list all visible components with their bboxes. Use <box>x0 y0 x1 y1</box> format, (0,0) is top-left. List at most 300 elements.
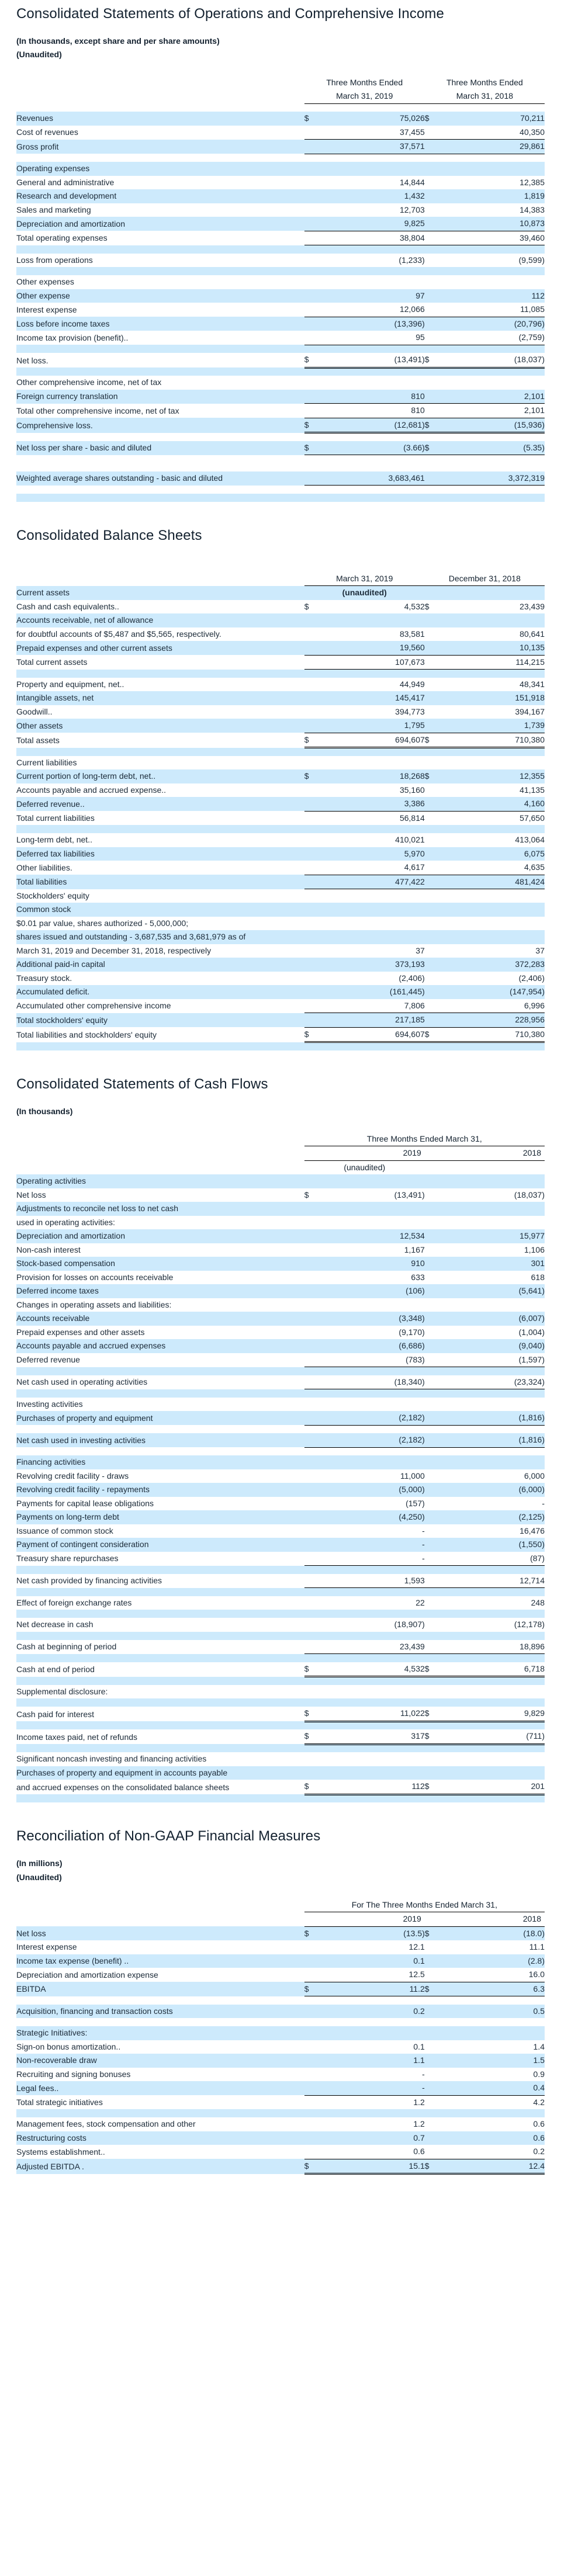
currency-symbol-col2 <box>425 1353 447 1367</box>
financial-table-cashflow <box>16 1132 545 1803</box>
spacer-cell <box>447 245 545 254</box>
spacer-cell <box>304 1566 327 1574</box>
spacer-cell <box>327 154 425 162</box>
spacer-cell <box>425 1721 447 1729</box>
row-value-2019: 0.1 <box>327 2040 425 2054</box>
table-row <box>16 404 545 418</box>
table-row <box>16 999 545 1013</box>
currency-symbol-col2 <box>425 1954 447 1968</box>
row-value-2018 <box>447 1685 545 1699</box>
spacer-cell <box>304 1794 327 1802</box>
currency-symbol-col2 <box>425 756 447 770</box>
currency-symbol-col2 <box>425 1752 447 1766</box>
row-value-2018 <box>447 917 545 931</box>
table-row <box>16 613 545 627</box>
spacer-cell <box>304 825 327 833</box>
currency-symbol-col2: $ <box>425 600 447 614</box>
row-label: Total assets <box>16 733 304 748</box>
table-row <box>16 1174 545 1188</box>
row-label: Income taxes paid, net of refunds <box>16 1729 304 1744</box>
currency-symbol-col2 <box>425 1640 447 1654</box>
row-value-2019: 317 <box>327 1729 425 1744</box>
section-title: Consolidated Statements of Operations and Comprehensive Income <box>16 6 444 22</box>
currency-symbol-col2 <box>425 2131 447 2145</box>
row-value-2019: 15.1 <box>327 2159 425 2174</box>
row-value-2018: (2,759) <box>447 331 545 345</box>
spacer-cell <box>16 1721 304 1729</box>
currency-symbol-col1 <box>304 985 327 999</box>
currency-symbol-col2 <box>425 705 447 719</box>
table-spacer-row <box>16 1744 545 1752</box>
spacer-cell <box>425 1698 447 1707</box>
spacer-cell <box>327 433 425 441</box>
table-row <box>16 471 545 486</box>
currency-symbol-col1: $ <box>304 2159 327 2174</box>
table-row <box>16 1729 545 1744</box>
currency-symbol-col1 <box>304 917 327 931</box>
currency-symbol-col1 <box>304 2026 327 2040</box>
currency-symbol-col2: $ <box>425 769 447 783</box>
spacer-cell <box>327 1425 425 1433</box>
row-value-2018: 41,135 <box>447 783 545 798</box>
row-value-2018: 3,372,319 <box>447 471 545 486</box>
table-row <box>16 1524 545 1538</box>
spacer-cell <box>16 1425 304 1433</box>
table-row <box>16 1216 545 1230</box>
row-value-2019: 14,844 <box>327 176 425 190</box>
table-spacer-row <box>16 1367 545 1375</box>
currency-symbol-col2 <box>425 1271 447 1285</box>
currency-symbol-col2 <box>425 1685 447 1699</box>
spacer-cell <box>447 1610 545 1618</box>
row-label: Net cash used in operating activities <box>16 1375 304 1389</box>
currency-symbol-col1 <box>304 1483 327 1497</box>
header-line1-row <box>16 76 545 90</box>
spacer-cell <box>447 2018 545 2026</box>
row-value-2018: 15,977 <box>447 1229 545 1243</box>
row-value-2018 <box>447 162 545 176</box>
row-value-2019: (783) <box>327 1353 425 1367</box>
table-row <box>16 1662 545 1677</box>
table-body <box>16 1926 545 2174</box>
table-row <box>16 627 545 642</box>
spacer-cell <box>327 1996 425 2005</box>
row-value-2019: 35,160 <box>327 783 425 798</box>
row-label: Other expenses <box>16 275 304 289</box>
gap-cell <box>16 103 304 112</box>
gap-cell <box>304 103 327 112</box>
currency-symbol-col2 <box>425 275 447 289</box>
table-row <box>16 1411 545 1425</box>
row-value-2019: 37,571 <box>327 140 425 154</box>
row-label: Accounts payable and accrued expenses <box>16 1339 304 1353</box>
currency-symbol-col1 <box>304 1216 327 1230</box>
spacer-cell <box>327 1367 425 1375</box>
row-value-2018: (87) <box>447 1552 545 1566</box>
currency-symbol-col1: $ <box>304 1982 327 1996</box>
currency-symbol-col1 <box>304 2054 327 2068</box>
row-label: Revolving credit facility - draws <box>16 1469 304 1483</box>
currency-symbol-col1 <box>304 1552 327 1566</box>
table-row <box>16 985 545 999</box>
row-value-2018: (6,000) <box>447 1483 545 1497</box>
currency-symbol-col1: $ <box>304 1729 327 1744</box>
row-value-2019: 1.1 <box>327 2054 425 2068</box>
currency-symbol-col1 <box>304 847 327 861</box>
currency-symbol-col2 <box>425 1298 447 1312</box>
spacer-cell <box>425 463 447 471</box>
table-spacer-row <box>16 1610 545 1618</box>
currency-symbol-col2 <box>425 1433 447 1447</box>
currency-symbol-col1 <box>304 317 327 331</box>
header-col2-line1: Three Months Ended <box>446 77 523 87</box>
row-value-2018: 0.6 <box>447 2117 545 2131</box>
currency-symbol-col2 <box>425 2068 447 2082</box>
currency-symbol-col1 <box>304 1685 327 1699</box>
currency-symbol-col1 <box>304 903 327 917</box>
header-pad <box>16 1898 304 1912</box>
row-label: Other comprehensive income, net of tax <box>16 376 304 390</box>
currency-symbol-col2 <box>425 1375 447 1389</box>
currency-symbol-col2 <box>425 930 447 944</box>
currency-symbol-col2: $ <box>425 1926 447 1940</box>
currency-symbol-col2 <box>425 613 447 627</box>
currency-symbol-col2 <box>425 1202 447 1216</box>
spacer-cell <box>304 494 327 502</box>
currency-symbol-col1 <box>304 303 327 317</box>
notes-spacer <box>16 557 545 572</box>
currency-symbol-col1 <box>304 930 327 944</box>
spacer-cell <box>447 367 545 376</box>
spacer-cell <box>447 1744 545 1752</box>
table-row <box>16 641 545 655</box>
row-label: Total stockholders' equity <box>16 1013 304 1028</box>
row-value-2019: - <box>327 2068 425 2082</box>
currency-symbol-col2 <box>425 1968 447 1982</box>
spacer-cell <box>425 1610 447 1618</box>
row-label: Common stock <box>16 903 304 917</box>
spacer-cell <box>425 1794 447 1802</box>
spacer-cell <box>16 1566 304 1574</box>
financial-table-income <box>16 76 545 502</box>
row-value-2019: (157) <box>327 1497 425 1511</box>
spacer-cell <box>327 1677 425 1685</box>
table-spacer-row <box>16 494 545 502</box>
spacer-cell <box>447 2109 545 2117</box>
table-spacer-row <box>16 345 545 353</box>
row-label: Cash at beginning of period <box>16 1640 304 1654</box>
header-col2-label: December 31, 2018 <box>425 572 545 586</box>
row-value-2019 <box>327 917 425 931</box>
row-value-2019: 12,066 <box>327 303 425 317</box>
row-value-2018: 710,380 <box>447 733 545 748</box>
table-row <box>16 317 545 331</box>
spacer-cell <box>447 1698 545 1707</box>
spacer-cell <box>16 455 304 463</box>
currency-symbol-col2 <box>425 2117 447 2131</box>
section-income <box>16 6 545 502</box>
spacer-cell <box>304 1632 327 1640</box>
row-label: Loss from operations <box>16 254 304 268</box>
spacer-cell <box>304 1677 327 1685</box>
row-value-2019: 3,683,461 <box>327 471 425 486</box>
currency-symbol-col1 <box>304 404 327 418</box>
row-value-2018: 248 <box>447 1596 545 1610</box>
row-value-2019 <box>327 1216 425 1230</box>
row-value-2019: (2,406) <box>327 972 425 986</box>
currency-symbol-col1 <box>304 1257 327 1271</box>
row-value-2018: 4,635 <box>447 861 545 875</box>
row-value-2019 <box>327 613 425 627</box>
row-value-2018: 0.6 <box>447 2131 545 2145</box>
row-value-2019 <box>327 1766 425 1780</box>
row-label: Other liabilities. <box>16 861 304 875</box>
row-label: Cash at end of period <box>16 1662 304 1677</box>
row-label: Interest expense <box>16 303 304 317</box>
currency-symbol-col2 <box>425 1339 447 1353</box>
row-value-2018: 39,460 <box>447 231 545 245</box>
table-row <box>16 1202 545 1216</box>
spacer-cell <box>16 1996 304 2005</box>
currency-symbol-col1 <box>304 1596 327 1610</box>
section-balance <box>16 528 545 1050</box>
row-value-2018: (1,550) <box>447 1538 545 1552</box>
row-label: and accrued expenses on the consolidated balance sheets <box>16 1780 304 1794</box>
spacer-cell <box>425 1996 447 2005</box>
table-row <box>16 2081 545 2095</box>
spacer-cell <box>304 1996 327 2005</box>
section-notes <box>16 1857 545 1883</box>
currency-symbol-col2: $ <box>425 1780 447 1794</box>
table-row <box>16 1596 545 1610</box>
row-value-2018: 1,819 <box>447 189 545 203</box>
currency-symbol-col2 <box>425 958 447 972</box>
currency-symbol-col1: $ <box>304 1926 327 1940</box>
row-label: Prepaid expenses and other current assets <box>16 641 304 655</box>
row-value-2019: (2,182) <box>327 1411 425 1425</box>
table-row <box>16 1752 545 1766</box>
row-value-2018 <box>447 930 545 944</box>
spacer-cell <box>304 1654 327 1662</box>
row-label: Treasury stock. <box>16 972 304 986</box>
row-label: Total liabilities and stockholders' equity <box>16 1027 304 1042</box>
spacer-cell <box>16 1654 304 1662</box>
row-value-2019: - <box>327 1524 425 1538</box>
spacer-cell <box>447 1794 545 1802</box>
table-row <box>16 140 545 154</box>
table-row <box>16 289 545 303</box>
spacer-cell <box>425 486 447 494</box>
row-label: Accounts receivable, net of allowance <box>16 613 304 627</box>
table-spacer-row <box>16 1425 545 1433</box>
spacer-cell <box>16 245 304 254</box>
table-row <box>16 972 545 986</box>
row-value-2018: 6,000 <box>447 1469 545 1483</box>
currency-symbol-col1 <box>304 972 327 986</box>
row-value-2018: (18.0) <box>447 1926 545 1940</box>
currency-symbol-col1: $ <box>304 353 327 367</box>
row-value-2019: 95 <box>327 331 425 345</box>
currency-symbol-col2 <box>425 203 447 217</box>
row-value-2018: 301 <box>447 1257 545 1271</box>
currency-symbol-col1 <box>304 1312 327 1326</box>
spacer-cell <box>327 1654 425 1662</box>
row-value-2019: 38,804 <box>327 231 425 245</box>
section-notes <box>16 35 545 61</box>
header-span-row <box>16 1132 545 1146</box>
table-row <box>16 189 545 203</box>
row-label: shares issued and outstanding - 3,687,535 and 3,681,979 as of <box>16 930 304 944</box>
table-spacer-row <box>16 1677 545 1685</box>
table-spacer-row <box>16 670 545 678</box>
table-row <box>16 254 545 268</box>
header-line2-row <box>16 89 545 103</box>
row-label: Deferred revenue.. <box>16 797 304 811</box>
spacer-cell <box>327 670 425 678</box>
row-label: Long-term debt, net.. <box>16 833 304 847</box>
currency-symbol-col2 <box>425 1312 447 1326</box>
table-row <box>16 678 545 692</box>
spacer-cell <box>327 1744 425 1752</box>
row-value-2018: 11,085 <box>447 303 545 317</box>
currency-symbol-col2 <box>425 999 447 1013</box>
row-value-2019: 7,806 <box>327 999 425 1013</box>
row-label: Accounts receivable <box>16 1312 304 1326</box>
currency-symbol-col2 <box>425 317 447 331</box>
table-row <box>16 2145 545 2159</box>
table-row <box>16 861 545 875</box>
row-value-2019: 0.6 <box>327 2145 425 2159</box>
spacer-cell <box>425 154 447 162</box>
spacer-cell <box>304 748 327 756</box>
row-label: Accounts payable and accrued expense.. <box>16 783 304 798</box>
row-value-2018: 57,650 <box>447 811 545 825</box>
currency-symbol-col2 <box>425 678 447 692</box>
table-row <box>16 162 545 176</box>
row-value-2018: 40,350 <box>447 126 545 140</box>
row-label: Supplemental disclosure: <box>16 1685 304 1699</box>
table-row <box>16 2117 545 2131</box>
row-value-2019: 56,814 <box>327 811 425 825</box>
row-label: Operating activities <box>16 1174 304 1188</box>
row-value-2018: (1,816) <box>447 1433 545 1447</box>
currency-symbol-col1 <box>304 126 327 140</box>
row-label: Payment of contingent consideration <box>16 1538 304 1552</box>
currency-symbol-col2: $ <box>425 353 447 367</box>
spacer-cell <box>304 1744 327 1752</box>
currency-symbol-col1 <box>304 1353 327 1367</box>
spacer-cell <box>304 154 327 162</box>
spacer-cell <box>304 2109 327 2117</box>
spacer-cell <box>425 1632 447 1640</box>
row-value-2018: 1.5 <box>447 2054 545 2068</box>
row-value-2018 <box>447 1752 545 1766</box>
table-row <box>16 1707 545 1721</box>
currency-symbol-col2 <box>425 1940 447 1954</box>
table-row <box>16 691 545 705</box>
currency-symbol-col1 <box>304 641 327 655</box>
spacer-cell <box>327 2109 425 2117</box>
row-value-2018 <box>447 756 545 770</box>
spacer-cell <box>425 1447 447 1455</box>
row-value-2019: 75,026 <box>327 112 425 126</box>
currency-symbol-col2 <box>425 1510 447 1524</box>
currency-symbol-col1 <box>304 1284 327 1298</box>
row-value-2018: (5.35) <box>447 441 545 455</box>
table-row <box>16 1339 545 1353</box>
row-value-2018: (2,125) <box>447 1510 545 1524</box>
spacer-cell <box>16 670 304 678</box>
row-label: Intangible assets, net <box>16 691 304 705</box>
currency-symbol-col1 <box>304 2095 327 2109</box>
row-label: Accumulated other comprehensive income <box>16 999 304 1013</box>
currency-symbol-col1 <box>304 2005 327 2019</box>
spacer-cell <box>425 1744 447 1752</box>
table-header <box>16 1898 545 1927</box>
gap-cell <box>447 103 545 112</box>
row-label: Net cash used in investing activities <box>16 1433 304 1447</box>
row-value-2018: 6,718 <box>447 1662 545 1677</box>
row-label: Stock-based compensation <box>16 1257 304 1271</box>
currency-symbol-col1 <box>304 1766 327 1780</box>
spacer-cell <box>447 1367 545 1375</box>
row-value-2019: (6,686) <box>327 1339 425 1353</box>
table-row <box>16 441 545 455</box>
table-header <box>16 1132 545 1175</box>
currency-symbol-col2: $ <box>425 733 447 748</box>
currency-symbol-col2 <box>425 176 447 190</box>
table-header <box>16 572 545 586</box>
row-value-2018: 6.3 <box>447 1982 545 1996</box>
table-row <box>16 833 545 847</box>
row-label: Effect of foreign exchange rates <box>16 1596 304 1610</box>
currency-symbol-col2 <box>425 2026 447 2040</box>
section-note: (In thousands) <box>16 1106 73 1116</box>
table-row <box>16 1552 545 1566</box>
row-value-2018: 18,896 <box>447 1640 545 1654</box>
currency-symbol-col1 <box>304 189 327 203</box>
currency-symbol-col1 <box>304 1013 327 1028</box>
currency-symbol-col1 <box>304 783 327 798</box>
currency-symbol-col1 <box>304 875 327 889</box>
row-value-2018: 16.0 <box>447 1968 545 1982</box>
currency-symbol-col1: $ <box>304 418 327 433</box>
row-value-2019: (2,182) <box>327 1433 425 1447</box>
spacer-cell <box>447 345 545 353</box>
spacer-cell <box>327 1794 425 1802</box>
row-label: Cost of revenues <box>16 126 304 140</box>
table-row <box>16 889 545 903</box>
spacer-cell <box>16 1698 304 1707</box>
currency-symbol-col2 <box>425 1257 447 1271</box>
spacer-cell <box>447 1588 545 1596</box>
currency-symbol-col2 <box>425 985 447 999</box>
table-row <box>16 1433 545 1447</box>
currency-symbol-col1 <box>304 331 327 345</box>
header-line2-row <box>16 1912 545 1927</box>
header-line2-row <box>16 1146 545 1161</box>
row-value-2019 <box>327 162 425 176</box>
currency-symbol-col1 <box>304 1455 327 1469</box>
currency-symbol-col2 <box>425 1574 447 1588</box>
spacer-cell <box>327 455 425 463</box>
table-row <box>16 903 545 917</box>
spacer-cell <box>16 267 304 275</box>
row-value-2019: 9,825 <box>327 217 425 231</box>
row-label: Provision for losses on accounts receivable <box>16 1271 304 1285</box>
table-row <box>16 930 545 944</box>
header-period-span: Three Months Ended March 31, <box>304 1132 545 1146</box>
